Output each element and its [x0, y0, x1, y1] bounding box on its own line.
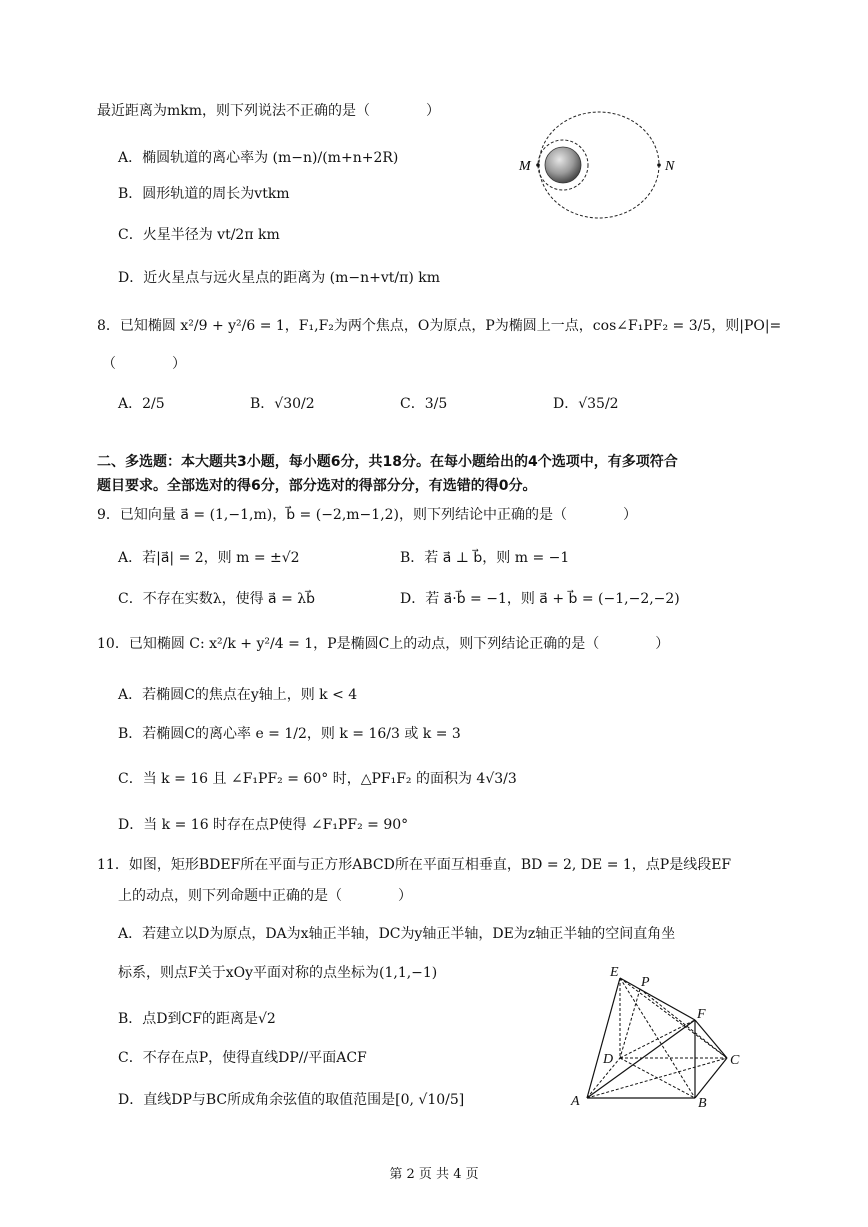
q10-option-d: D．当 k = 16 时存在点P使得 ∠F₁PF₂ = 90°: [118, 817, 409, 833]
label-b: B: [698, 1096, 707, 1111]
label-p: P: [641, 975, 650, 990]
q9-option-c: C．不存在实数λ，使得 a⃗ = λb⃗: [118, 591, 316, 607]
q11-option-d: D．直线DP与BC所成角余弦值的取值范围是[0, √10/5]: [118, 1092, 465, 1108]
q11-option-a-line1: A．若建立以D为原点，DA为x轴正半轴，DC为y轴正半轴，DE为z轴正半轴的空间直角坐: [118, 926, 676, 942]
q11-option-a-line2: 标系，则点F关于xOy平面对称的点坐标为(1,1,−1): [118, 965, 438, 981]
q10-option-a: A．若椭圆C的焦点在y轴上，则 k < 4: [118, 687, 358, 703]
q8-option-a: A．2/5: [118, 396, 165, 412]
q8-stem: 8．已知椭圆 x²/9 + y²/6 = 1，F₁,F₂为两个焦点，O为原点，P为椭圆上一点，cos∠F₁PF₂ = 3/5，则|PO|=: [97, 318, 782, 334]
label-f: F: [697, 1007, 706, 1022]
q7-option-c: C．火星半径为 vt/2π km: [118, 227, 280, 243]
label-d: D: [603, 1052, 614, 1067]
q9-option-b: B．若 a⃗ ⊥ b⃗，则 m = −1: [400, 550, 570, 566]
q9-option-a: A．若|a⃗| = 2，则 m = ±√2: [118, 550, 300, 566]
q11-option-c: C．不存在点P，使得直线DP//平面ACF: [118, 1050, 367, 1066]
q8-option-b: B．√30/2: [250, 396, 315, 412]
label-n: N: [665, 159, 675, 174]
q7-option-d: D．近火星点与远火星点的距离为 (m−n+vt/π) km: [118, 270, 441, 286]
page-footer: 第 2 页 共 4 页: [389, 1167, 479, 1182]
q8-option-d: D．√35/2: [553, 396, 619, 412]
section-2-heading-line1: 二、多选题：本大题共3小题，每小题6分，共18分。在每小题给出的4个选项中，有多项符合: [97, 454, 678, 470]
q7-option-a: A．椭圆轨道的离心率为 (m−n)/(m+n+2R): [118, 150, 399, 166]
label-c: C: [730, 1053, 740, 1068]
label-m: M: [519, 159, 531, 174]
mars-planet: [545, 147, 581, 183]
q9-stem: 9．已知向量 a⃗ = (1,−1,m)，b⃗ = (−2,m−1,2)，则下列结论中正确的是（ ）: [97, 507, 638, 523]
solid-geometry-diagram: [565, 962, 745, 1112]
q11-stem-line1: 11．如图，矩形BDEF所在平面与正方形ABCD所在平面互相垂直，BD = 2, DE = 1，点P是线段EF: [97, 857, 732, 873]
q10-option-b: B．若椭圆C的离心率 e = 1/2，则 k = 16/3 或 k = 3: [118, 726, 461, 742]
orbit-diagram: [510, 95, 690, 235]
q11-option-b: B．点D到CF的距离是√2: [118, 1011, 276, 1027]
section-2-heading-line2: 题目要求。全部选对的得6分，部分选对的得部分分，有选错的得0分。: [97, 478, 537, 494]
q8-option-c: C．3/5: [400, 396, 448, 412]
q10-option-c: C．当 k = 16 且 ∠F₁PF₂ = 60° 时，△PF₁F₂ 的面积为 4√3/3: [118, 771, 517, 787]
label-a: A: [571, 1094, 580, 1109]
label-e: E: [610, 965, 619, 980]
q11-stem-line2: 上的动点，则下列命题中正确的是（ ）: [118, 888, 412, 904]
q10-stem: 10．已知椭圆 C: x²/k + y²/4 = 1，P是椭圆C上的动点，则下列结论正确的是（ ）: [97, 636, 670, 652]
q7-option-b: B．圆形轨道的周长为vtkm: [118, 186, 290, 202]
q9-option-d: D．若 a⃗·b⃗ = −1，则 a⃗ + b⃗ = (−1,−2,−2): [400, 591, 680, 607]
q7-stem-tail: 最近距离为mkm，则下列说法不正确的是（ ）: [97, 103, 441, 119]
q8-paren: （ ）: [102, 356, 186, 372]
